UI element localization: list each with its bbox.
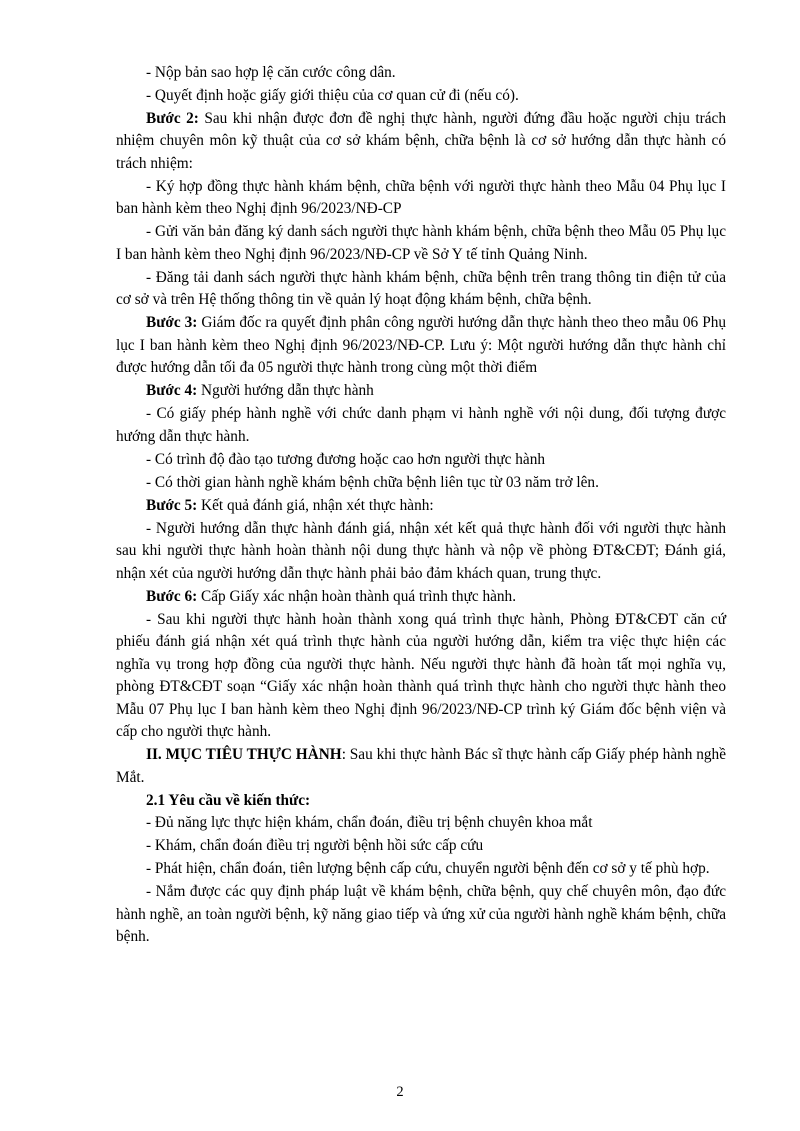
paragraph-text: - Có giấy phép hành nghề với chức danh phạm vi hành nghề với nội dung, đối tượng được hướng dẫn thực hành. bbox=[116, 405, 726, 445]
paragraph bbox=[116, 108, 726, 175]
paragraph bbox=[116, 495, 726, 517]
paragraph bbox=[116, 586, 726, 608]
paragraph bbox=[116, 518, 726, 585]
paragraph bbox=[116, 790, 726, 812]
paragraph-text: - Khám, chẩn đoán điều trị người bệnh hồi sức cấp cứu bbox=[146, 837, 484, 855]
paragraph bbox=[116, 85, 726, 107]
paragraph-text: - Nắm được các quy định pháp luật về khám bệnh, chữa bệnh, quy chế chuyên môn, đạo đức hành nghề, an toàn người bệnh, kỹ năng giao tiếp và ứng xử của người hành nghề khám bệnh, chữa bệnh. bbox=[116, 883, 726, 946]
paragraph-text: Sau khi nhận được đơn đề nghị thực hành, người đứng đầu hoặc người chịu trách nhiệm chuyên môn kỹ thuật của cơ sở khám bệnh, chữa bệnh là cơ sở hướng dẫn thực hành có trách nhiệm: bbox=[116, 109, 726, 172]
paragraph-text: - Có thời gian hành nghề khám bệnh chữa bệnh liên tục từ 03 năm trở lên. bbox=[146, 473, 599, 491]
paragraph-text: Kết quả đánh giá, nhận xét thực hành: bbox=[197, 496, 434, 514]
paragraph-text: - Phát hiện, chẩn đoán, tiên lượng bệnh cấp cứu, chuyển người bệnh đến cơ sở y tế phù hợp. bbox=[146, 860, 710, 878]
paragraph-text: - Đủ năng lực thực hiện khám, chẩn đoán, điều trị bệnh chuyên khoa mắt bbox=[146, 814, 593, 832]
paragraph-lead: Bước 6: bbox=[146, 587, 198, 605]
paragraph-text: - Người hướng dẫn thực hành đánh giá, nhận xét kết quả thực hành đối với người thực hành sau khi người thực hành hoàn thành nội dung thực hành và nộp về phòng ĐT&CĐT; Đánh giá, nhận xét của người hướng dẫn thực hành phải bảo đảm khách quan, trung thực. bbox=[116, 519, 726, 582]
paragraph-text: Giám đốc ra quyết định phân công người hướng dẫn thực hành theo theo mẫu 06 Phụ lục I ban hành kèm theo Nghị định 96/2023/NĐ-CP. Lưu ý: Một người hướng dẫn thực hành chỉ được hướng dẫn tối đa 05 người thực hành trong cùng một thời điểm bbox=[116, 314, 727, 377]
paragraph bbox=[116, 380, 726, 402]
paragraph-text: - Đăng tải danh sách người thực hành khám bệnh, chữa bệnh trên trang thông tin điện tử của cơ sở và trên Hệ thống thông tin về quản lý hoạt động khám bệnh, chữa bệnh. bbox=[116, 268, 726, 309]
paragraph-lead: Bước 4: bbox=[146, 382, 198, 400]
paragraph-lead: II. MỤC TIÊU THỰC HÀNH bbox=[146, 746, 342, 764]
paragraph bbox=[116, 881, 726, 948]
paragraph-lead: Bước 5: bbox=[146, 496, 198, 514]
paragraph-text: - Nộp bản sao hợp lệ căn cước công dân. bbox=[146, 64, 396, 81]
paragraph-text: - Sau khi người thực hành hoàn thành xong quá trình thực hành, Phòng ĐT&CĐT căn cứ phiếu đánh giá nhận xét quá trình thực hành của người hướng dẫn, kiểm tra việc thực hiện các nghĩa vụ trong hợp đồng của người thực hành. Nếu người thực hành đã hoàn tất mọi nghĩa vụ, phòng ĐT&CĐT soạn “Giấy xác nhận hoàn thành quá trình thực hành cho người thực hành theo Mẫu 07 Phụ lục I ban hành kèm theo Nghị định 96/2023/NĐ-CP trình ký Giám đốc bệnh viện và cấp cho người thực hành. bbox=[116, 610, 726, 741]
paragraph bbox=[116, 403, 726, 448]
paragraph bbox=[116, 472, 726, 494]
paragraph-text: - Ký hợp đồng thực hành khám bệnh, chữa bệnh với người thực hành theo Mẫu 04 Phụ lục I ban hành kèm theo Nghị định 96/2023/NĐ-CP bbox=[116, 177, 726, 218]
paragraph-text: - Có trình độ đào tạo tương đương hoặc cao hơn người thực hành bbox=[146, 450, 546, 468]
paragraph-lead: Bước 3: bbox=[146, 314, 198, 332]
paragraph bbox=[116, 221, 726, 266]
paragraph bbox=[116, 449, 726, 471]
paragraph bbox=[116, 835, 726, 857]
paragraph-text: Cấp Giấy xác nhận hoàn thành quá trình thực hành. bbox=[197, 587, 517, 605]
paragraph-lead: Bước 2: bbox=[146, 109, 199, 127]
paragraph bbox=[116, 744, 726, 789]
paragraph-text: : Sau khi thực hành Bác sĩ thực hành cấp Giấy phép hành nghề Mắt. bbox=[116, 746, 726, 786]
paragraph-text: - Gửi văn bản đăng ký danh sách người thực hành khám bệnh, chữa bệnh theo Mẫu 05 Phụ lục I ban hành kèm theo Nghị định 96/2023/NĐ-CP về Sở Y tế tỉnh Quảng Ninh. bbox=[116, 223, 726, 263]
paragraph-text: - Quyết định hoặc giấy giới thiệu của cơ quan cử đi (nếu có). bbox=[146, 86, 519, 104]
paragraph bbox=[116, 312, 726, 379]
paragraph bbox=[116, 812, 726, 834]
paragraph bbox=[116, 62, 726, 84]
paragraph bbox=[116, 267, 726, 312]
paragraph-text: Người hướng dẫn thực hành bbox=[197, 382, 374, 400]
paragraph bbox=[116, 609, 726, 744]
page-number: 2 bbox=[396, 1084, 404, 1100]
paragraph bbox=[116, 858, 726, 880]
document-body bbox=[116, 62, 726, 949]
paragraph-lead: 2.1 Yêu cầu về kiến thức: bbox=[146, 791, 311, 809]
paragraph bbox=[116, 176, 726, 221]
